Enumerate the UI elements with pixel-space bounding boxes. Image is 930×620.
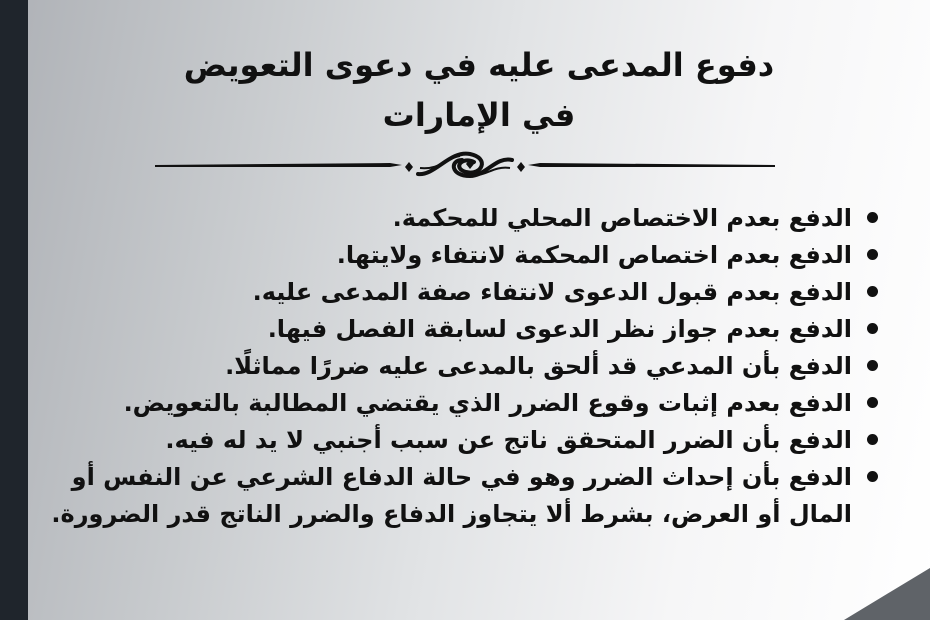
list-item [50, 385, 882, 422]
list-item [50, 311, 882, 348]
left-accent-bar [0, 0, 28, 620]
bullet-dot-icon [867, 471, 878, 482]
bullet-dot-icon [867, 360, 878, 371]
bullet-dot-icon [867, 434, 878, 445]
list-item-text: الدفع بعدم قبول الدعوى لانتفاء صفة المدعى عليه. [252, 278, 852, 306]
bullet-dot-icon [867, 249, 878, 260]
page-title [28, 40, 930, 140]
list-item [50, 422, 882, 459]
list-item [50, 200, 882, 237]
bullet-dot-icon [867, 212, 878, 223]
bullet-dot-icon [867, 286, 878, 297]
list-item-text: الدفع بعدم إثبات وقوع الضرر الذي يقتضي المطالبة بالتعويض. [123, 389, 852, 417]
bullet-dot-icon [867, 397, 878, 408]
list-item [50, 459, 882, 533]
title-line-2: في الإمارات [382, 96, 576, 134]
list-item-text: الدفع بعدم الاختصاص المحلي للمحكمة. [392, 204, 852, 232]
list-item [50, 237, 882, 274]
title-line-1: دفوع المدعى عليه في دعوى التعويض [183, 46, 775, 84]
list-item-text: الدفع بأن الضرر المتحقق ناتج عن سبب أجنبي لا يد له فيه. [165, 426, 852, 454]
list-item [50, 274, 882, 311]
ornamental-flourish-icon [150, 146, 780, 186]
list-item-text: الدفع بعدم اختصاص المحكمة لانتفاء ولايتها. [336, 241, 852, 269]
bullet-dot-icon [867, 323, 878, 334]
list-item [50, 348, 882, 385]
list-item-text: الدفع بعدم جواز نظر الدعوى لسابقة الفصل فيها. [267, 315, 852, 343]
list-item-text: الدفع بأن المدعي قد ألحق بالمدعى عليه ضررًا مماثلًا. [225, 352, 852, 380]
list-item-text: الدفع بأن إحداث الضرر وهو في حالة الدفاع الشرعي عن النفس أو المال أو العرض، بشرط ألا يتجاوز الدفاع والضرر الناتج قدر الضرورة. [51, 463, 852, 528]
corner-decoration [844, 568, 930, 620]
defenses-list [50, 200, 882, 533]
